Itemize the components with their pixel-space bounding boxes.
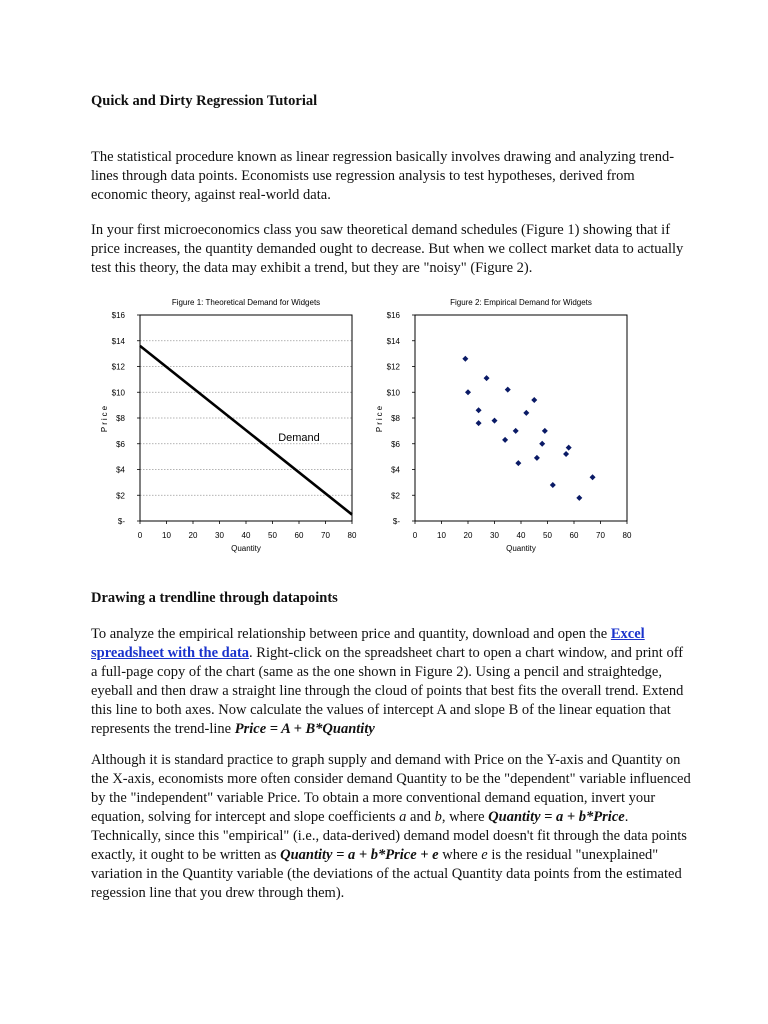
chart-title: Figure 1: Theoretical Demand for Widgets [171, 298, 321, 307]
x-tick-label: 60 [294, 531, 304, 540]
p3-text-b: . Right-click on the spreadsheet chart to open a chart window, and print off a full-page copy of the chart (same as the one shown in Figure 2). Using a pencil and straightedge, eyeball and then draw a straight line through the cloud of points that best fits the overall trend. Extend this line to both axes. Now calculate the values of intercept A and slope B of the linear equation that represents the trend-line [91, 645, 684, 737]
x-tick-label: 50 [543, 531, 552, 540]
p4-text-a: Although it is standard practice to graph supply and demand with Price on the Y-axis and Quantity on the X-axis, economists more often consider demand Quantity to be the "dependent" variable influenced by the "independent" variable Price. To obtain a more conventional demand equation, invert your equation, solving for intercept and slope coefficients [91, 752, 691, 825]
excel-spreadsheet-link[interactable]: Excel spreadsheet with the data [91, 626, 645, 661]
data-point [465, 389, 471, 395]
data-point [505, 387, 511, 393]
y-tick-label: $14 [111, 336, 125, 346]
y-tick-label: $- [392, 517, 400, 526]
data-point [476, 407, 482, 413]
x-tick-label: 0 [412, 531, 418, 540]
x-tick-label: 40 [241, 531, 251, 540]
y-tick-label: $4 [116, 465, 125, 475]
data-point [576, 495, 582, 501]
y-tick-label: $12 [111, 362, 125, 372]
data-point [531, 397, 537, 403]
p4-and: and [406, 809, 435, 825]
y-axis-label: Price [375, 403, 384, 433]
paragraph-inverse-demand [91, 751, 691, 903]
x-tick-label: 10 [162, 531, 171, 540]
data-point [484, 375, 490, 381]
y-tick-label: $2 [391, 491, 400, 501]
x-axis-label: Quantity [506, 544, 536, 553]
y-tick-label: $16 [386, 311, 400, 320]
x-tick-label: 80 [347, 531, 357, 540]
p4-text-c: where [438, 847, 482, 863]
data-point [502, 437, 508, 443]
paragraph-intro: The statistical procedure known as linear regression basically involves drawing and analyzing trend-lines through data points. Economists use regression analysis to test hypotheses, derived from economic theory, against real-world data. [91, 149, 675, 203]
x-tick-label: 70 [596, 531, 605, 540]
x-axis-label: Quantity [231, 544, 261, 553]
y-tick-label: $4 [391, 465, 400, 475]
data-point [534, 455, 540, 461]
y-tick-label: $16 [111, 311, 125, 320]
y-tick-label: $6 [116, 439, 125, 449]
data-point [515, 460, 521, 466]
x-tick-label: 30 [490, 531, 499, 540]
y-tick-label: $14 [386, 336, 400, 346]
p4-where: , where [441, 809, 489, 825]
x-tick-label: 70 [321, 531, 330, 540]
var-e: e [481, 847, 488, 863]
x-tick-label: 60 [569, 531, 579, 540]
annotation-demand-label: Demand [278, 432, 320, 445]
data-point [523, 410, 529, 416]
data-point [539, 441, 545, 447]
data-point [476, 420, 482, 426]
y-tick-label: $- [117, 517, 125, 526]
x-tick-label: 40 [516, 531, 526, 540]
x-tick-label: 10 [437, 531, 446, 540]
paragraph-trendline-instructions [91, 625, 691, 739]
x-tick-label: 20 [188, 531, 198, 540]
data-point [492, 418, 498, 424]
price-equation: Price = A + B*Quantity [234, 721, 375, 737]
figure-1-chart [95, 293, 370, 563]
series-line-demand [140, 346, 352, 515]
x-tick-label: 80 [622, 531, 632, 540]
figure-2-chart [370, 293, 645, 563]
y-tick-label: $2 [116, 491, 125, 501]
x-tick-label: 30 [215, 531, 224, 540]
data-point [513, 428, 519, 434]
p3-text-a: To analyze the empirical relationship between price and quantity, download and open the [91, 626, 611, 642]
plot-area-frame [415, 315, 627, 521]
var-a: a [399, 809, 407, 825]
data-point [462, 356, 468, 362]
document-title: Quick and Dirty Regression Tutorial [91, 93, 318, 109]
y-tick-label: $6 [391, 439, 400, 449]
data-point [563, 451, 569, 457]
y-tick-label: $12 [386, 362, 400, 372]
p4-text-d: is the residual "unexplained" variation in the Quantity variable (the deviations of the actual Quantity data points from the estimated regession line that you drew through them). [91, 847, 682, 901]
x-tick-label: 0 [137, 531, 143, 540]
y-axis-label: Price [100, 403, 109, 433]
quantity-equation: Quantity = a + b*Price [488, 809, 625, 825]
y-tick-label: $8 [391, 414, 400, 423]
section-heading-trendline: Drawing a trendline through datapoints [91, 590, 338, 606]
y-tick-label: $10 [111, 388, 125, 398]
chart-title: Figure 2: Empirical Demand for Widgets [450, 298, 592, 307]
y-tick-label: $8 [116, 414, 125, 423]
p4-text-b: . Technically, since this "empirical" (i.e., data-derived) demand model doesn't fit through the data points exactly, it ought to be written as [91, 809, 687, 863]
y-tick-label: $10 [386, 388, 400, 398]
quantity-error-equation: Quantity = a + b*Price + e [280, 847, 439, 863]
data-point [550, 482, 556, 488]
data-point [542, 428, 548, 434]
paragraph-demand-theory: In your first microeconomics class you saw theoretical demand schedules (Figure 1) showing that if price increases, the quantity demanded ought to decrease. But when we collect market data to actually test this theory, the data may exhibit a trend, but they are "noisy" (Figure 2). [91, 222, 684, 276]
data-point [590, 474, 596, 480]
x-tick-label: 50 [268, 531, 277, 540]
var-b: b [434, 809, 442, 825]
x-tick-label: 20 [463, 531, 473, 540]
data-point [566, 445, 572, 451]
